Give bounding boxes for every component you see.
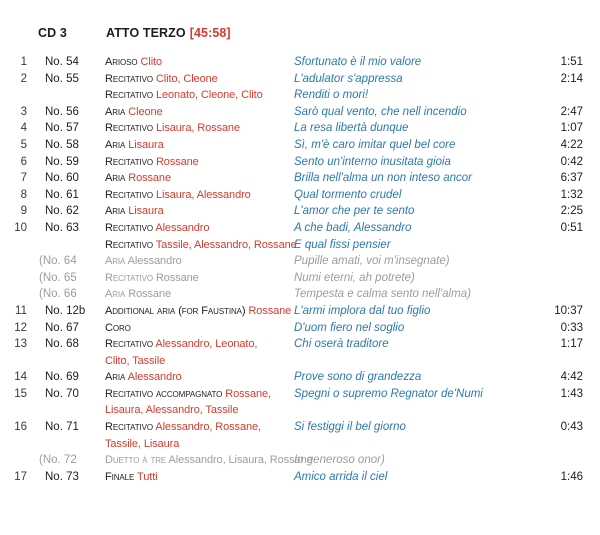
track-duration: 0:42 <box>560 155 583 168</box>
track-characters: Lisaura, Alessandro, Tassile <box>105 404 239 417</box>
track-index <box>0 452 27 469</box>
track-row <box>0 170 600 187</box>
track-number-label: No. 63 <box>45 221 79 234</box>
track-characters: Alessandro, Lisaura, Rossane <box>168 454 313 467</box>
track-duration <box>520 286 583 303</box>
track-type: Recitativo <box>105 271 153 284</box>
track-index: 2 <box>20 72 27 85</box>
track-index <box>0 436 27 453</box>
track-duration: 2:14 <box>560 72 583 85</box>
track-characters: Rossane <box>128 172 171 185</box>
track-incipit: Numi eterni, ah potrete) <box>294 271 415 284</box>
track-number-label: (No. 72 <box>39 454 77 467</box>
track-incipit: Chi oserà traditore <box>294 338 389 351</box>
track-row <box>0 154 600 171</box>
track-incipit: L'armi implora dal tuo figlio <box>294 304 431 317</box>
track-characters: Rossane, <box>225 387 271 400</box>
track-number-label: No. 71 <box>45 421 79 434</box>
track-incipit: Renditi o mori! <box>294 89 369 102</box>
track-type-and-characters <box>105 253 294 270</box>
track-incipit: Brilla nell'alma un non inteso ancor <box>294 172 472 185</box>
track-number-label: No. 70 <box>45 387 79 400</box>
track-incipit: Sarò qual vento, che nell incendio <box>294 105 467 118</box>
track-type: Recitativo <box>105 421 153 434</box>
track-type-and-characters <box>105 170 294 187</box>
track-index: 15 <box>14 387 27 400</box>
track-number-label <box>45 237 105 254</box>
track-number-label: No. 67 <box>45 321 79 334</box>
track-index: 11 <box>15 304 27 317</box>
track-type: Recitativo accompagnato <box>105 387 223 400</box>
track-number-label: (No. 65 <box>39 271 77 284</box>
track-incipit: Pupille amati, voi m'insegnate) <box>294 255 450 268</box>
track-type-and-characters <box>105 303 294 320</box>
track-duration <box>520 353 583 370</box>
track-type-and-characters <box>105 386 294 403</box>
track-duration <box>520 253 583 270</box>
track-incipit: A che badi, Alessandro <box>294 221 412 234</box>
track-duration: 0:33 <box>560 321 583 334</box>
track-type-and-characters <box>105 469 294 486</box>
track-duration: 1:43 <box>560 387 583 400</box>
track-duration: 4:22 <box>560 138 583 151</box>
track-number-label: No. 54 <box>45 56 79 68</box>
track-type: Aria <box>105 172 126 185</box>
track-index: 10 <box>14 221 27 234</box>
track-type: Aria <box>105 105 126 118</box>
track-incipit: Sento un'interno inusitata gioia <box>294 155 451 168</box>
track-characters: Tassile, Alessandro, Rossane <box>155 238 297 251</box>
page-header <box>0 26 600 42</box>
track-index: 12 <box>14 321 27 334</box>
track-index <box>0 353 27 370</box>
track-index: 8 <box>20 188 27 201</box>
track-characters: Clito <box>140 56 163 68</box>
track-index <box>0 237 27 254</box>
track-type-and-characters <box>105 436 294 453</box>
track-index: 7 <box>20 172 27 185</box>
track-duration: 1:32 <box>560 188 583 201</box>
track-duration: 0:51 <box>560 221 583 234</box>
track-number-label: No. 12b <box>45 304 86 317</box>
track-row <box>0 71 600 88</box>
track-characters: Lisaura <box>128 205 164 218</box>
track-characters: Cleone <box>128 105 163 118</box>
track-type-and-characters <box>105 71 294 88</box>
track-number-label: No. 60 <box>45 172 79 185</box>
track-row <box>0 419 600 436</box>
track-type-and-characters <box>105 220 294 237</box>
track-type: Aria <box>105 255 126 268</box>
track-duration: 1:17 <box>560 338 583 351</box>
track-characters: Rossane <box>248 304 292 317</box>
track-number-label: No. 56 <box>45 105 79 118</box>
track-characters: Rossane <box>155 271 199 284</box>
track-type: Recitativo <box>105 155 153 168</box>
track-incipit: Qual tormento crudel <box>294 188 402 201</box>
track-number-label: (No. 64 <box>39 255 77 268</box>
track-type: Aria <box>105 288 126 301</box>
track-characters: Alessandro <box>127 371 182 384</box>
track-number-label: No. 58 <box>45 138 79 151</box>
track-index <box>0 270 27 287</box>
track-duration: 10:37 <box>554 304 583 317</box>
track-type-and-characters <box>105 203 294 220</box>
track-row <box>0 286 600 303</box>
track-duration <box>520 270 583 287</box>
track-type-and-characters <box>105 120 294 137</box>
track-type: Aria <box>105 205 126 218</box>
track-incipit: Tempesta e calma sento nell'alma) <box>294 288 471 301</box>
track-characters: Rossane <box>128 288 171 301</box>
track-incipit: In generoso onor) <box>294 454 385 467</box>
track-row <box>0 436 600 453</box>
track-index: 9 <box>20 205 27 218</box>
track-type: Recitativo <box>105 89 153 102</box>
track-number-label: No. 73 <box>45 470 79 483</box>
track-row <box>0 187 600 204</box>
track-index: 16 <box>14 421 27 434</box>
track-incipit: E qual fissi pensier <box>294 238 391 251</box>
track-incipit: D'uom fiero nel soglio <box>294 321 405 334</box>
track-incipit <box>294 436 520 453</box>
track-type-and-characters <box>105 402 294 419</box>
track-type: Recitativo <box>105 188 153 201</box>
track-row <box>0 237 600 254</box>
track-index: 4 <box>20 122 27 135</box>
act-title-text: ATTO TERZO <box>106 26 186 40</box>
track-number-label <box>45 436 105 453</box>
track-incipit: Prove sono di grandezza <box>294 371 422 384</box>
track-type: Recitativo <box>105 338 153 351</box>
track-type-and-characters <box>105 336 294 353</box>
track-incipit: Sì, m'è caro imitar quel bel core <box>294 138 456 151</box>
track-index: 17 <box>14 470 27 483</box>
track-row <box>0 104 600 121</box>
track-number-label: No. 59 <box>45 155 79 168</box>
act-total-duration: [45:58] <box>189 26 231 40</box>
track-type: Finale <box>105 470 135 483</box>
track-row <box>0 137 600 154</box>
track-type: Arioso <box>105 56 138 68</box>
track-type-and-characters <box>105 187 294 204</box>
track-row <box>0 220 600 237</box>
track-characters: Leonato, Cleone, Clito <box>155 89 263 102</box>
track-type-and-characters <box>105 137 294 154</box>
track-characters: Alessandro, Leonato, <box>155 338 258 351</box>
track-duration <box>520 87 583 104</box>
track-type: Aria <box>105 138 126 151</box>
track-index: 6 <box>20 155 27 168</box>
track-number-label: No. 57 <box>45 122 79 135</box>
track-type-and-characters <box>105 320 294 337</box>
track-duration: 2:25 <box>560 205 583 218</box>
track-duration: 0:43 <box>560 421 583 434</box>
track-duration: 2:47 <box>560 105 583 118</box>
track-row <box>0 303 600 320</box>
track-duration: 4:42 <box>560 371 583 384</box>
track-type: Recitativo <box>105 238 153 251</box>
track-type-and-characters <box>105 419 294 436</box>
track-incipit: Sfortunato è il mio valore <box>294 56 422 68</box>
track-type-and-characters <box>105 237 297 254</box>
track-characters: Tassile, Lisaura <box>105 437 180 450</box>
track-type-and-characters <box>105 270 294 287</box>
act-title <box>106 26 231 40</box>
track-incipit <box>294 402 520 419</box>
track-duration: 1:07 <box>560 122 583 135</box>
track-incipit: Si festiggi il bel giorno <box>294 421 406 434</box>
track-duration: 1:51 <box>560 56 583 68</box>
track-duration: 1:46 <box>560 470 583 483</box>
track-characters: Lisaura, Rossane <box>155 122 240 135</box>
track-incipit: Spegni o supremo Regnator de'Numi <box>294 387 483 400</box>
track-type-and-characters <box>105 154 294 171</box>
track-type-and-characters <box>105 54 294 71</box>
cd-number-label: CD 3 <box>38 26 67 40</box>
track-number-label: (No. 66 <box>39 288 77 301</box>
track-type-and-characters <box>105 87 294 104</box>
track-index: 3 <box>20 105 27 118</box>
track-incipit <box>294 353 520 370</box>
track-characters: Alessandro, Rossane, <box>155 421 261 434</box>
track-row <box>0 386 600 403</box>
track-number-label: No. 55 <box>45 72 79 85</box>
track-index: 5 <box>20 138 27 151</box>
track-list <box>0 54 600 485</box>
track-row <box>0 87 600 104</box>
track-characters: Clito, Tassile <box>105 354 166 367</box>
track-characters: Alessandro <box>127 255 182 268</box>
track-type: Recitativo <box>105 72 153 85</box>
track-type: Coro <box>105 321 131 334</box>
track-type-and-characters <box>105 353 294 370</box>
track-duration: 6:37 <box>560 172 583 185</box>
track-number-label <box>45 353 105 370</box>
track-row <box>0 203 600 220</box>
track-type: Additional aria (for Faustina) <box>105 304 246 317</box>
track-index <box>0 402 27 419</box>
track-row <box>0 336 600 353</box>
track-number-label: No. 61 <box>45 188 79 201</box>
track-number-label: No. 68 <box>45 338 79 351</box>
track-characters: Tutti <box>137 470 158 483</box>
track-characters: Clito, Cleone <box>155 72 218 85</box>
track-type-and-characters <box>105 286 294 303</box>
track-row <box>0 270 600 287</box>
track-number-label <box>45 402 105 419</box>
track-row <box>0 353 600 370</box>
track-duration <box>520 402 583 419</box>
track-type: Duetto à tre <box>105 454 167 467</box>
track-duration <box>520 452 583 469</box>
track-duration <box>520 237 583 254</box>
track-index <box>0 87 27 104</box>
track-incipit: La resa libertà dunque <box>294 122 409 135</box>
track-number-label <box>45 87 105 104</box>
track-row <box>0 452 600 469</box>
track-index: 13 <box>14 338 27 351</box>
track-type-and-characters <box>105 104 294 121</box>
track-characters: Lisaura <box>128 138 164 151</box>
track-row <box>0 320 600 337</box>
track-number-label: No. 62 <box>45 205 79 218</box>
track-row <box>0 469 600 486</box>
track-index <box>0 253 27 270</box>
track-incipit: Amico arrida il ciel <box>294 470 388 483</box>
track-characters: Lisaura, Alessandro <box>155 188 251 201</box>
track-index: 14 <box>14 371 27 384</box>
track-number-label: No. 69 <box>45 371 79 384</box>
track-row <box>0 402 600 419</box>
track-characters: Alessandro <box>155 221 210 234</box>
track-row <box>0 54 600 71</box>
track-type: Aria <box>105 371 126 384</box>
track-duration <box>520 436 583 453</box>
track-index <box>0 286 27 303</box>
track-characters: Rossane <box>155 155 199 168</box>
track-type: Recitativo <box>105 122 153 135</box>
track-row <box>0 120 600 137</box>
track-index: 1 <box>20 56 27 68</box>
track-incipit: L'amor che per te sento <box>294 205 415 218</box>
track-type-and-characters <box>105 452 313 469</box>
track-type-and-characters <box>105 369 294 386</box>
track-type: Recitativo <box>105 221 153 234</box>
track-row <box>0 369 600 386</box>
track-incipit: L'adulator s'appressa <box>294 72 403 85</box>
track-row <box>0 253 600 270</box>
